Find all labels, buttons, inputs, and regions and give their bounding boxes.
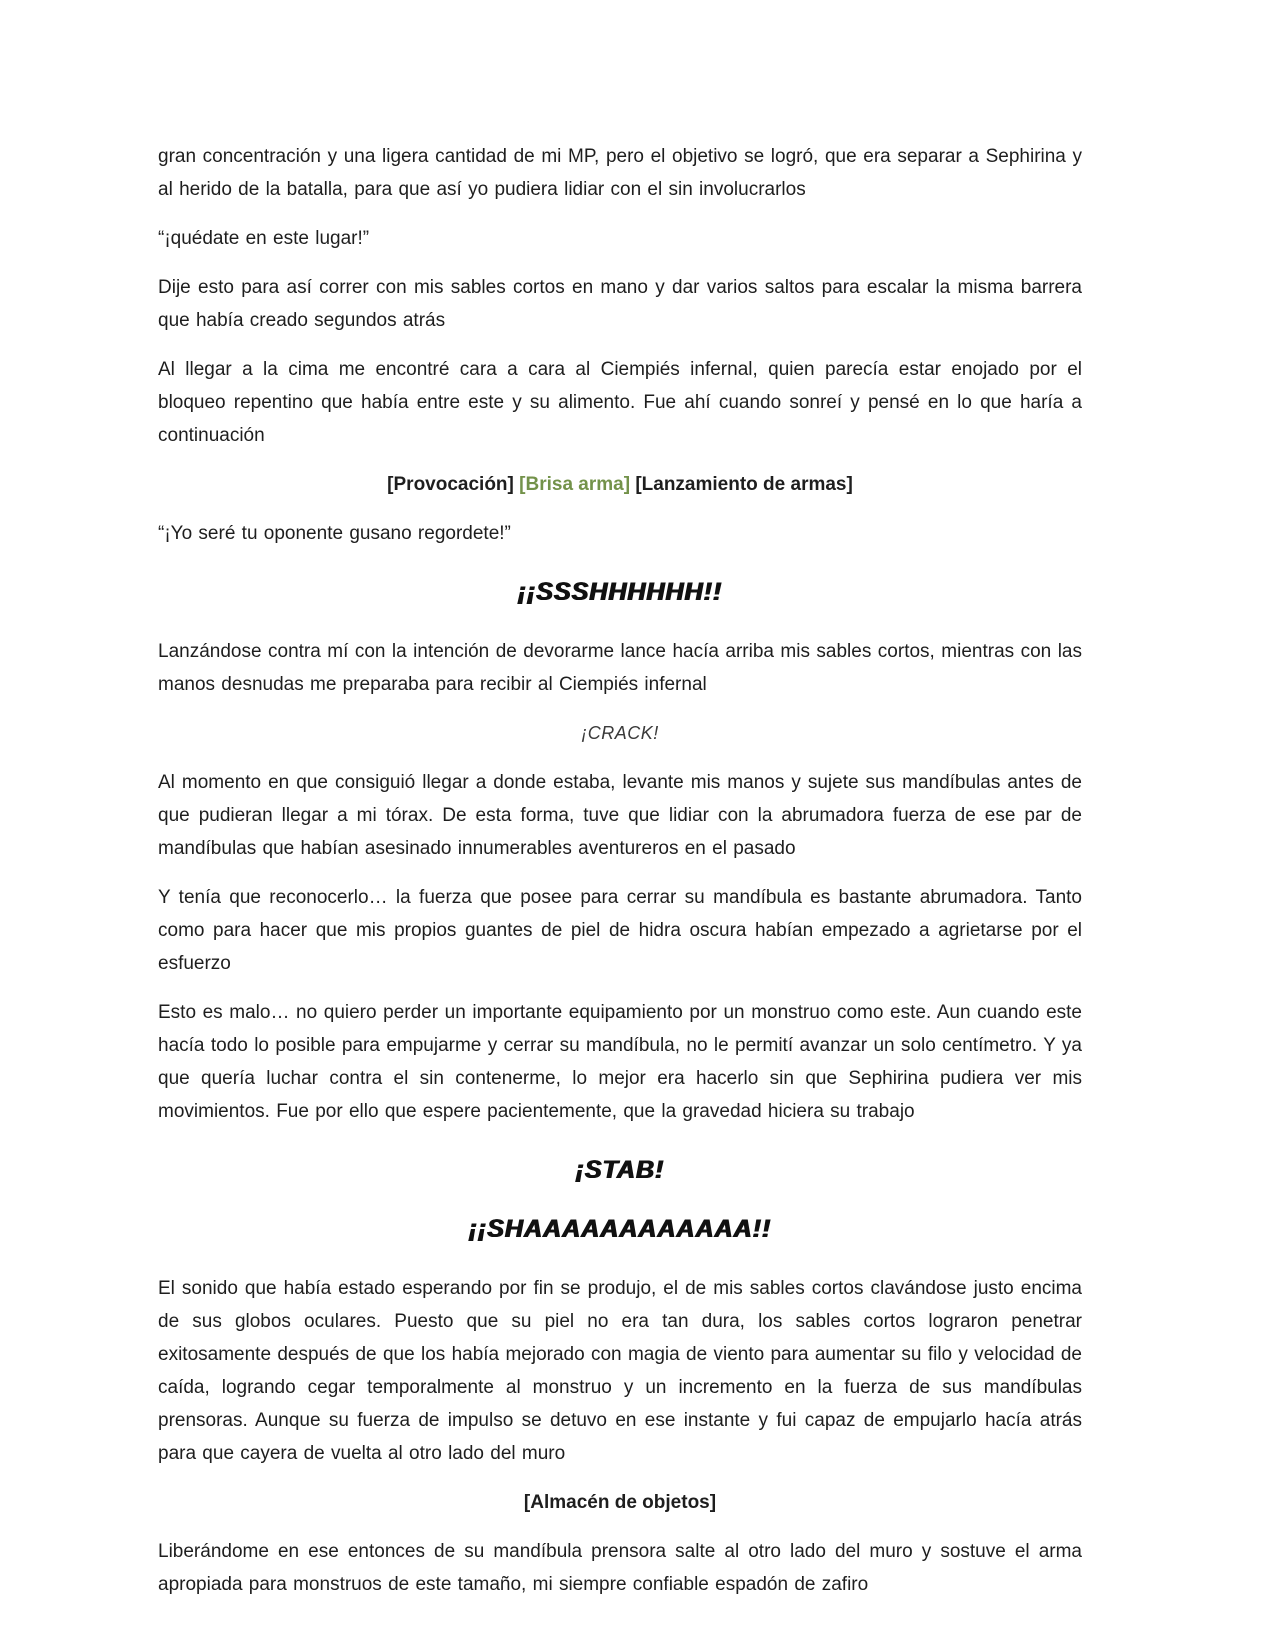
sfx-stab: ¡STAB!	[575, 1156, 665, 1184]
sfx-crack: ¡CRACK!	[581, 723, 659, 743]
skill-lanzamiento-de-armas: [Lanzamiento de armas]	[630, 474, 853, 495]
paragraph: Dije esto para así correr con mis sables cortos en mano y dar varios saltos para escalar la misma barrera que había creado segundos atrás	[158, 277, 1082, 331]
paragraph: Al llegar a la cima me encontré cara a cara al Ciempiés infernal, quien parecía estar enojado por el bloqueo repentino que había entre este y su alimento. Fue ahí cuando sonreí y pensé en lo que haría a continuación	[158, 359, 1082, 446]
dialogue-line: “¡quédate en este lugar!”	[158, 228, 370, 249]
dialogue-line: “¡Yo seré tu oponente gusano regordete!”	[158, 523, 511, 544]
paragraph: Al momento en que consiguió llegar a donde estaba, levante mis manos y sujete sus mandíbulas antes de que pudieran llegar a mi tórax. De esta forma, tuve que lidiar con la abrumadora fuerza de ese par de mandíbulas que habían asesinado innumerables aventureros en el pasado	[158, 772, 1082, 859]
skill-announcement	[158, 468, 1082, 501]
paragraph: Liberándome en ese entonces de su mandíbula prensora salte al otro lado del muro y sostuve el arma apropiada para monstruos de este tamaño, mi siempre confiable espadón de zafiro	[158, 1541, 1082, 1595]
sfx-shaa: ¡¡SHAAAAAAAAAAAA!!	[468, 1215, 772, 1243]
sfx-hiss: ¡¡SSSHHHHHH!!	[517, 578, 723, 606]
paragraph-continuation: gran concentración y una ligera cantidad de mi MP, pero el objetivo se logró, que era separar a Sephirina y al herido de la batalla, para que así yo pudiera lidiar con el sin involucrarlos	[158, 146, 1082, 200]
item-storage-announcement: [Almacén de objetos]	[523, 1492, 717, 1513]
skill-provocacion: [Provocación]	[387, 474, 520, 495]
paragraph: Esto es malo… no quiero perder un importante equipamiento por un monstruo como este. Aun cuando este hacía todo lo posible para empujarme y cerrar su mandíbula, no le permití avanzar un solo centímetro. Y ya que quería luchar contra el sin contenerme, lo mejor era hacerlo sin que Sephirina pudiera ver mis movimientos. Fue por ello que espere pacientemente, que la gravedad hiciera su trabajo	[158, 1002, 1082, 1122]
skill-brisa-arma: [Brisa arma]	[519, 474, 631, 495]
paragraph: El sonido que había estado esperando por fin se produjo, el de mis sables cortos clavándose justo encima de sus globos oculares. Puesto que su piel no era tan dura, los sables cortos lograron penetrar exitosamente después de que los había mejorado con magia de viento para aumentar su filo y velocidad de caída, logrando cegar temporalmente al monstruo y un incremento en la fuerza de sus mandíbulas prensoras. Aunque su fuerza de impulso se detuvo en ese instante y fui capaz de empujarlo hacía atrás para que cayera de vuelta al otro lado del muro	[158, 1278, 1082, 1464]
paragraph: Y tenía que reconocerlo… la fuerza que posee para cerrar su mandíbula es bastante abrumadora. Tanto como para hacer que mis propios guantes de piel de hidra oscura habían empezado a agrietarse por el esfuerzo	[158, 887, 1082, 974]
paragraph: Lanzándose contra mí con la intención de devorarme lance hacía arriba mis sables cortos, mientras con las manos desnudas me preparaba para recibir al Ciempiés infernal	[158, 641, 1082, 695]
